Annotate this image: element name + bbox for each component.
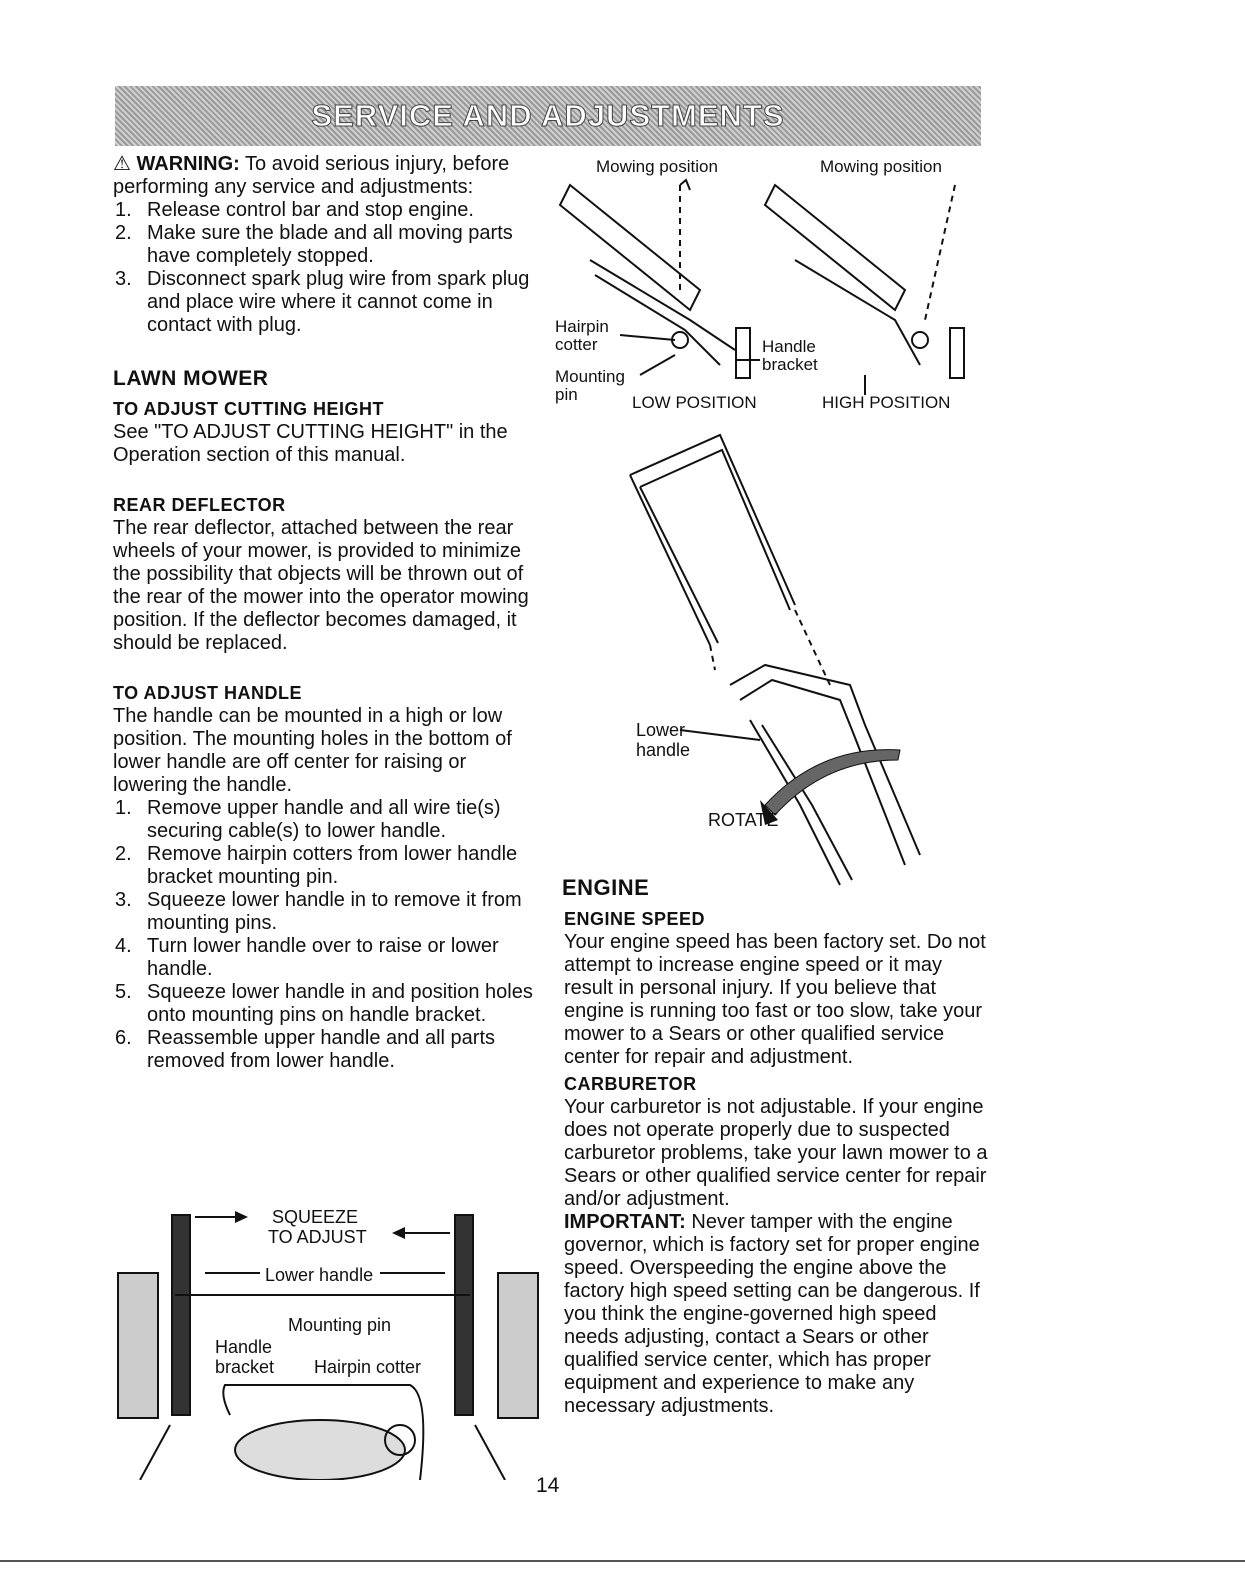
- cutting-height-text: See "TO ADJUST CUTTING HEIGHT" in the Operation section of this manual.: [113, 421, 508, 466]
- carburetor-heading: CARBURETOR: [564, 1074, 697, 1094]
- adjust-handle-heading: TO ADJUST HANDLE: [113, 683, 303, 703]
- engine-speed-text: Your engine speed has been factory set. Do not attempt to increase engine speed or it may result in personal injury. If you believe that engine is running too fast or too slow, take your mower to a Sears or other qualified service center for repair and adjustment.: [564, 931, 986, 1068]
- left-column: [113, 153, 538, 1073]
- right-column: [564, 908, 996, 1418]
- adjust-handle-steps: [113, 797, 538, 1073]
- warning-text: To avoid serious injury, before performing any service and adjustments:: [113, 153, 510, 198]
- page-number: 14: [536, 1474, 560, 1497]
- hairpin-cotter-label: Hairpin cotter: [314, 1357, 422, 1377]
- mowing-position-label-1: Mowing position: [596, 157, 718, 176]
- list-item: 2. Remove hairpin cotters from lower handle bracket mounting pin.: [115, 843, 518, 888]
- hairpin-cotter-label: Hairpin cotter: [555, 317, 609, 354]
- banner-title: SERVICE AND ADJUSTMENTS: [311, 98, 785, 133]
- list-item: 4. Turn lower handle over to raise or lower handle.: [115, 935, 499, 980]
- lower-handle-label: Lower handle: [265, 1265, 374, 1285]
- adjust-handle-text: The handle can be mounted in a high or low position. The mounting holes in the bottom of lower handle are off center for raising or lowering the handle.: [113, 705, 512, 796]
- section-banner: [115, 86, 981, 146]
- important-paragraph: [564, 1211, 996, 1418]
- list-item: 6. Reassemble upper handle and all parts removed from lower handle.: [115, 1027, 495, 1072]
- list-item: 3. Squeeze lower handle in to remove it from mounting pins.: [115, 889, 522, 934]
- list-item: 1. Remove upper handle and all wire tie(s) securing cable(s) to lower handle.: [115, 797, 501, 842]
- warning-paragraph: [113, 153, 538, 199]
- important-text: Never tamper with the engine governor, which is factory set for proper engine speed. Overspeeding the engine above the factory high speed setting can be dangerous. If you think the engine-governed high speed needs adjusting, contact a Sears or other qualified service center, which has proper equipment and experience to make any necessary adjustments.: [564, 1211, 980, 1417]
- list-item: 1. Release control bar and stop engine.: [115, 199, 474, 221]
- list-item: 2. Make sure the blade and all moving parts have completely stopped.: [115, 222, 513, 267]
- squeeze-label: SQUEEZE: [272, 1207, 359, 1227]
- high-position-label: HIGH POSITION: [822, 393, 951, 412]
- rotate-handle-drawing: [600, 425, 960, 905]
- mowing-position-label-2: Mowing position: [820, 157, 942, 176]
- mounting-pin-label: Mounting pin: [555, 367, 625, 404]
- handle-label: Handle: [215, 1337, 273, 1357]
- warning-label: WARNING:: [136, 153, 240, 175]
- handle-position-figure: [550, 150, 990, 420]
- warning-steps: [113, 199, 538, 337]
- cutting-height-heading: TO ADJUST CUTTING HEIGHT: [113, 399, 385, 419]
- rear-deflector-heading: REAR DEFLECTOR: [113, 495, 286, 515]
- important-label: IMPORTANT:: [564, 1211, 686, 1233]
- lawn-mower-heading: LAWN MOWER: [113, 367, 269, 390]
- mounting-pin-label: Mounting pin: [288, 1315, 392, 1335]
- rear-deflector-text: The rear deflector, attached between the rear wheels of your mower, is provided to minimize the possibility that objects will be thrown out of the rear of the mower into the operator mowing position. If the deflector becomes damaged, it should be replaced.: [113, 517, 529, 654]
- bracket-label: bracket: [215, 1357, 275, 1377]
- handle-bracket-label: Handle bracket: [762, 337, 818, 374]
- carburetor-text: Your carburetor is not adjustable. If your engine does not operate properly due to suspected carburetor problems, take your lawn mower to a Sears or other qualified service center for repair and/or adjustment.: [564, 1096, 988, 1210]
- list-item: 3. Disconnect spark plug wire from spark plug and place wire where it cannot come in contact with plug.: [115, 268, 530, 336]
- to-adjust-label: TO ADJUST: [268, 1227, 367, 1247]
- list-item: 5. Squeeze lower handle in and position holes onto mounting pins on handle bracket.: [115, 981, 533, 1026]
- engine-heading: ENGINE: [562, 875, 650, 900]
- squeeze-figure: [110, 1195, 540, 1480]
- warning-triangle-icon: ⚠: [113, 153, 131, 175]
- rotate-label: ROTATE: [708, 810, 779, 830]
- engine-speed-heading: ENGINE SPEED: [564, 909, 706, 929]
- page-bottom-rule: [0, 1560, 1245, 1562]
- low-position-label: LOW POSITION: [632, 393, 757, 412]
- rotate-handle-figure: [600, 425, 960, 905]
- lower-handle-label: Lower handle: [636, 720, 691, 760]
